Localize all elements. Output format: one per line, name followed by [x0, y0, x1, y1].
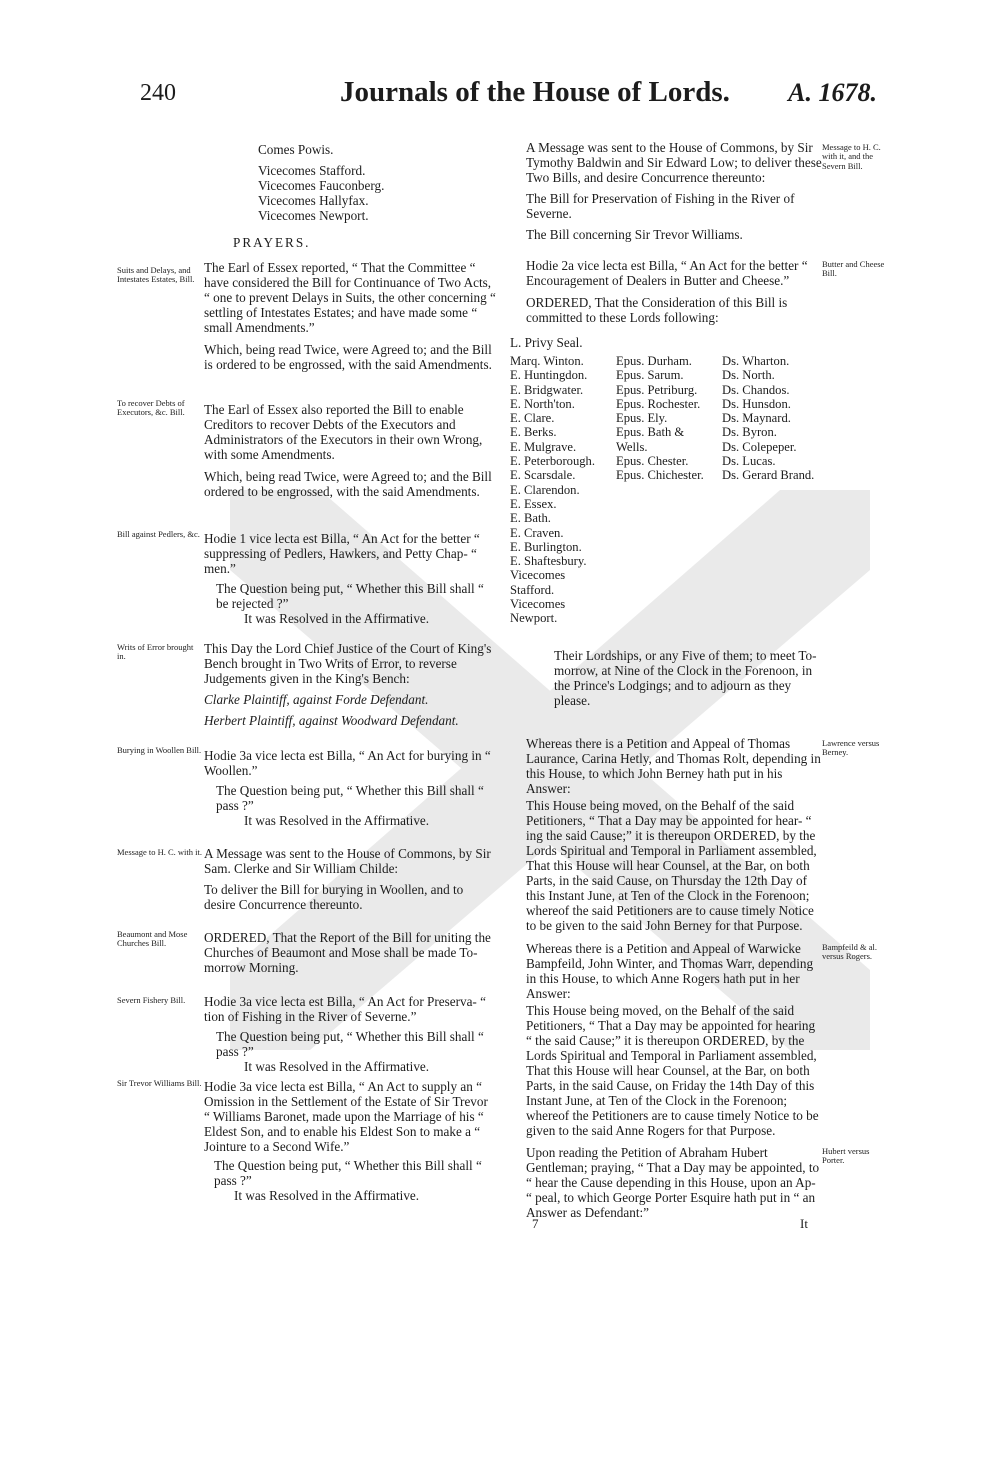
peer-name: Epus. Chester. [616, 454, 689, 469]
peer-name: E. Huntingdon. [510, 368, 588, 383]
block-severn-bill [188, 994, 496, 1074]
journal-title: Journals of the House of Lords. [340, 76, 730, 108]
vicecomes-line: Vicecomes Fauconberg. [258, 178, 385, 193]
peer-name: E. Clare. [510, 411, 555, 426]
margin-note: Writs of Error brought in. [117, 642, 194, 662]
margin-note: Lawrence versus Berney. [822, 738, 880, 758]
paragraph: The Earl of Essex also reported the Bill to enable Creditors to recover Debts of the Executors and Administrators of the Executors in their own Wrong, with some Amendments. [204, 402, 483, 462]
block-message-woollen [188, 846, 496, 912]
journal-year: A. 1678. [788, 78, 877, 107]
peer-name: E. Craven. [510, 525, 564, 540]
peer-name: Epus. Petriburg. [616, 382, 698, 397]
peer-name: Epus. Chichester. [616, 468, 704, 483]
bill-line: The Bill for Preservation of Fishing in the River of Severne. [526, 191, 795, 221]
paragraph: ORDERED, That the Report of the Bill for uniting the Churches of Beaumont and Mose shall be made To-morrow Morning. [204, 930, 491, 975]
peer-name: Vicecomes Stafford. [510, 568, 566, 597]
resolved: It was Resolved in the Affirmative. [244, 1059, 430, 1074]
margin-note: To recover Debts of Executors, &c. Bill. [117, 398, 185, 418]
paragraph: This House being moved, on the Behalf of the said Petitioners, “ That a Day may be appointed for hearing “ the said Cause;” it is thereupon ORDERED, by the Lords Spiritual and Temporal in Parliament assembled, That this House will hear Counsel, at the Bar, on both Parts, in the said Cause, on Friday the 14th Day of this Instant June, at Ten of the Clock in the Forenoon; whereof the Petitioners are to cause timely Notice to be given to the said Anne Rogers for that Purpose. [526, 1003, 819, 1138]
peer-name: Ds. Byron. [722, 425, 777, 440]
margin-note: Sir Trevor Williams Bill. [117, 1078, 202, 1088]
block-message-two-bills [510, 140, 822, 242]
vicecomes-line: Vicecomes Stafford. [258, 163, 366, 178]
peer-name: Ds. Wharton. [722, 354, 790, 368]
signature-mark: 7 [532, 1216, 539, 1231]
peer-name: Ds. Maynard. [722, 411, 791, 426]
peer-name: Ds. North. [722, 368, 775, 383]
peer-name: Epus. Rochester. [616, 396, 701, 411]
bishops-column [616, 354, 722, 626]
question: The Question being put, “ Whether this Bill shall “ pass ?” [216, 783, 484, 813]
paragraph: Which, being read Twice, were Agreed to; and the Bill is ordered to be engrossed, with the said Amendments. [204, 342, 492, 372]
margin-note: Message to H. C. with it. [117, 847, 202, 857]
block-writs-of-error [188, 641, 496, 728]
peer-name: E. Berks. [510, 425, 557, 440]
paragraph: Whereas there is a Petition and Appeal of Warwicke Bampfeild, John Winter, and Thomas Warr, depending in this House, to which Anne Rogers hath put in her Answer: [526, 941, 814, 1001]
block-suits-bill [188, 260, 496, 372]
block-pedlers-bill [188, 531, 496, 626]
paragraph: Hodie 1 vice lecta est Billa, “ An Act for the better “ suppressing of Pedlers, Hawkers, and Petty Chap- “ men.” [204, 531, 480, 576]
paragraph: To deliver the Bill for burying in Woollen, and to desire Concurrence thereunto. [204, 882, 464, 912]
margin-note: Severn Fishery Bill. [117, 995, 186, 1005]
page-number: 240 [140, 80, 176, 106]
margin-note: Suits and Delays, and Intestates Estates, Bill. [117, 265, 195, 285]
peer-name: Ds. Chandos. [722, 382, 790, 397]
margin-note: Bill against Pedlers, &c. [117, 529, 200, 539]
resolved: It was Resolved in the Affirmative. [234, 1188, 420, 1203]
block-meeting [538, 648, 820, 708]
paragraph: Upon reading the Petition of Abraham Hubert Gentleman; praying, “ That a Day may be appointed, to “ hear the Cause depending in this House, upon an Ap- “ peal, to which George Porter Esquire hath put in “ an Answer as Defendant:” [526, 1145, 820, 1220]
left-column [198, 142, 496, 250]
margin-note: Beaumont and Mose Churches Bill. [117, 929, 188, 949]
case-line: Herbert Plaintiff, against Woodward Defendant. [204, 713, 459, 728]
peer-name: Ds. Lucas. [722, 454, 776, 469]
resolved: It was Resolved in the Affirmative. [244, 813, 430, 828]
paragraph: The Earl of Essex reported, “ That the Committee “ have considered the Bill for Continuance of Two Acts, “ one to prevent Delays in Suits, the other concerning “ settling of Intestates Estates; and have made some “ small Amendments.” [204, 260, 496, 335]
paragraph: Hodie 3a vice lecta est Billa, “ An Act to supply an “ Omission in the Settlement of the Estate of Sir Trevor “ Williams Baronet, made upon the Marriage of his “ Eldest Son, and to enable his Eldest Son to make a “ Jointure to a Second Wife.” [204, 1079, 488, 1154]
block-hubert-petition [510, 1145, 822, 1220]
block-laurance-appeal [510, 736, 822, 933]
margin-note: Butter and Cheese Bill. [822, 259, 885, 279]
paragraph: This Day the Lord Chief Justice of the Court of King's Bench brought in Two Writs of Error, to reverse Judgements given in the King's Bench: [204, 641, 492, 686]
margin-note: Message to H. C. with it, and the Severn Bill. [822, 142, 881, 171]
vicecomes-line: Vicecomes Newport. [258, 208, 369, 223]
peer-name: E. Bath. [510, 511, 551, 526]
ordered-line: ORDERED, That the Consideration of this Bill is committed to these Lords following: [526, 295, 788, 325]
peer-name: Epus. Bath & Wells. [616, 425, 685, 454]
paragraph: A Message was sent to the House of Commons, by Sir Sam. Clerke and Sir William Childe: [204, 846, 491, 876]
earls-column [510, 354, 616, 626]
prayers-heading: PRAYERS. [233, 235, 311, 250]
peer-name: Marq. Winton. [510, 354, 584, 368]
peer-name: E. Bridgwater. [510, 382, 584, 397]
comes-line: Comes Powis. [258, 142, 334, 157]
barons-column [722, 354, 820, 626]
paragraph: Which, being read Twice, were Agreed to; and the Bill ordered to be engrossed, with the said Amendments. [204, 469, 492, 499]
catchword: It [800, 1216, 808, 1231]
peer-name: E. Peterborough. [510, 454, 595, 469]
peer-name: E. Shaftesbury. [510, 554, 587, 569]
block-butter-bill [510, 258, 822, 325]
committee-table [510, 354, 820, 626]
resolved: It was Resolved in the Affirmative. [244, 611, 430, 626]
peer-name: Epus. Durham. [616, 354, 692, 368]
margin-note: Hubert versus Porter. [822, 1146, 870, 1166]
paragraph: This House being moved, on the Behalf of the said Petitioners, “ That a Day may be appointed for hear- “ ing the said Cause;” it is thereupon ORDERED, by the Lords Spiritual and Temporal in Parliament assembled, That this House will hear Counsel, at the Bar, on both Parts, in the said Cause, on Thursday the 12th Day of this Instant June, at Ten of the Clock in the Forenoon; whereof the said Petitioners are to cause timely Notice to be given to the said John Berney for that Purpose. [526, 798, 817, 933]
privy-seal: L. Privy Seal. [510, 335, 583, 350]
block-beaumont-bill [188, 930, 496, 975]
block-williams-bill [188, 1079, 496, 1203]
peer-name: Epus. Ely. [616, 411, 668, 426]
peer-name: Epus. Sarum. [616, 368, 684, 383]
question: The Question being put, “ Whether this Bill shall “ be rejected ?” [216, 581, 484, 611]
paragraph: Hodie 3a vice lecta est Billa, “ An Act for burying in “ Woollen.” [204, 748, 491, 778]
paragraph: Hodie 2a vice lecta est Billa, “ An Act for the better “ Encouragement of Dealers in Butter and Cheese.” [526, 258, 808, 288]
question: The Question being put, “ Whether this Bill shall “ pass ?” [214, 1158, 482, 1188]
peer-name: Vicecomes Newport. [510, 597, 566, 626]
peer-name: E. Clarendon. [510, 482, 580, 497]
peer-name: E. Burlington. [510, 539, 582, 554]
paragraph: A Message was sent to the House of Commons, by Sir Tymothy Baldwin and Sir Edward Low; to deliver these Two Bills, and desire Concurrence thereunto: [526, 140, 822, 185]
peer-name: E. Mulgrave. [510, 439, 577, 454]
margin-note: Burying in Woollen Bill. [117, 745, 202, 755]
vicecomes-line: Vicecomes Hallyfax. [258, 193, 369, 208]
peer-name: E. Essex. [510, 496, 557, 511]
bill-line: The Bill concerning Sir Trevor Williams. [526, 227, 743, 242]
peer-name: E. Scarsdale. [510, 468, 576, 483]
committee-list [510, 335, 840, 626]
case-line: Clarke Plaintiff, against Forde Defendant. [204, 692, 429, 707]
block-executors-bill [188, 402, 496, 499]
block-woollen-bill [188, 748, 496, 828]
peer-name: Ds. Hunsdon. [722, 396, 791, 411]
paragraph: Whereas there is a Petition and Appeal of Thomas Laurance, Carina Hetly, and Thomas Rolt, depending in this House, to which John Berney hath put in his Answer: [526, 736, 821, 796]
block-bampfeild-appeal [510, 941, 822, 1138]
peer-name: Ds. Colepeper. [722, 439, 797, 454]
paragraph: Their Lordships, or any Five of them; to meet To-morrow, at Nine of the Clock in the Forenoon, in the Prince's Lodgings; and to adjourn as they please. [554, 648, 817, 708]
margin-note: Bampfeild & al. versus Rogers. [822, 942, 878, 962]
question: The Question being put, “ Whether this Bill shall “ pass ?” [216, 1029, 484, 1059]
paragraph: Hodie 3a vice lecta est Billa, “ An Act for Preserva- “ tion of Fishing in the River of Severne.” [204, 994, 486, 1024]
peer-name: Ds. Gerard Brand. [722, 468, 815, 483]
peer-name: E. North'ton. [510, 396, 575, 411]
